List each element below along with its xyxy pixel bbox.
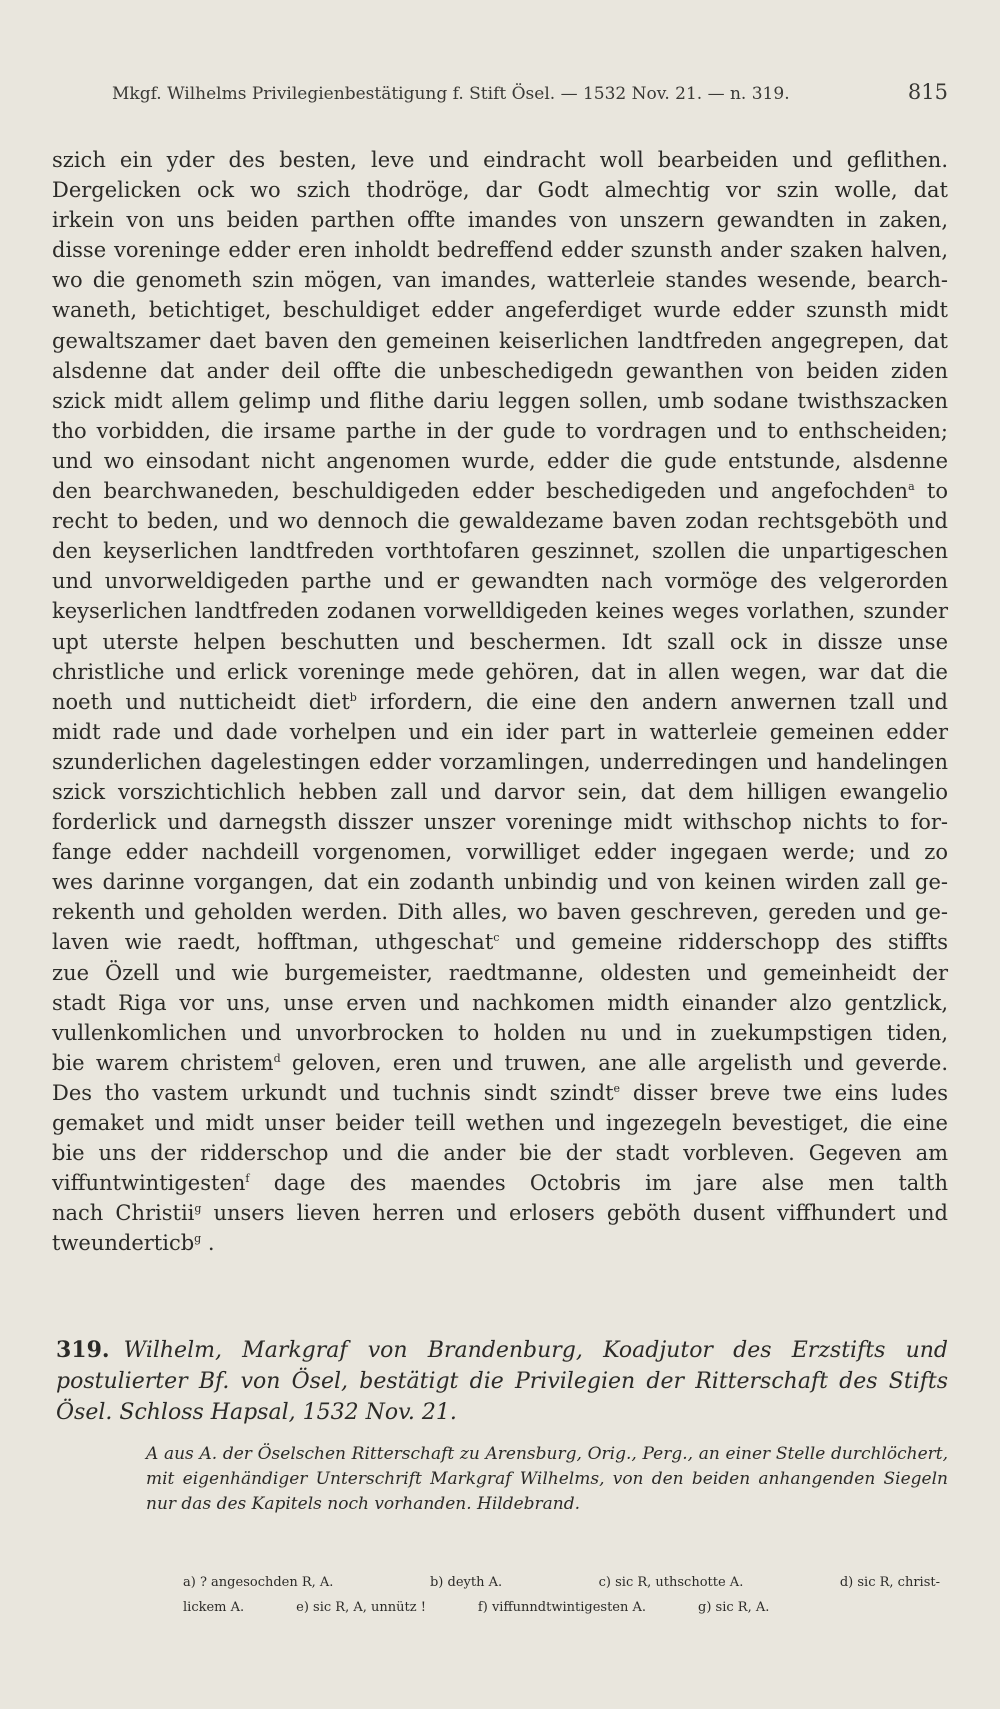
body-line: disse voreninge edder eren inholdt bedreffend edder szunsth ander szaken halven, xyxy=(52,238,948,263)
page-number: 815 xyxy=(907,80,948,104)
body-line: bie warem christem$^d$ geloven, eren und truwen, ane alle argelisth und geverde. xyxy=(52,1050,948,1075)
footnote-marker: b xyxy=(349,690,357,704)
body-line: midt rade und dade vorhelpen und ein ider part in watterleie gemeinen edder xyxy=(52,719,948,744)
body-line: tweunderticb$^g$ . xyxy=(52,1231,215,1256)
body-line: christliche und erlick voreninge mede gehören, dat in allen wegen, war dat die xyxy=(52,659,948,684)
footnote-b: b) deyth A. xyxy=(429,1575,503,1590)
document-entry xyxy=(56,1335,948,1517)
footnote-marker: f xyxy=(245,1172,250,1186)
body-line: alsdenne dat ander deil offte die unbeschedigedn gewanthen von beiden ziden xyxy=(52,358,948,383)
entry-heading-text: Wilhelm, Markgraf von Brandenburg, Koadjutor des Erzstifts und postulierter Bf. von Ösel, bestätigt die Privilegien der Ritterschaft des Stifts Ösel. Schloss Hapsal, 1532 Nov. 21. xyxy=(56,1338,948,1425)
body-line: nach Christii$^g$ unsers lieven herren und erlosers geböth dusent viffhundert und xyxy=(52,1201,948,1226)
body-line: noeth und nutticheidt diet$^b$ irfordern, die eine den andern anwernen tzall und xyxy=(52,689,948,714)
body-line: gewaltszamer daet baven den gemeinen keiserlichen landtfreden angegrepen, dat xyxy=(52,328,948,353)
body-line: szich ein yder des besten, leve und eindracht woll bearbeiden und geflithen. xyxy=(52,148,948,172)
body-line: vullenkomlichen und unvorbrocken to holden nu und in zuekumpstigen tiden, xyxy=(52,1020,948,1045)
footnote-a: a) ? angesochden R, A. xyxy=(183,1575,334,1590)
footnote-marker: c xyxy=(493,931,500,945)
footnotes xyxy=(183,1570,940,1620)
entry-source: A aus A. der Öselschen Ritterschaft zu Arensburg, Orig., Perg., an einer Stelle durchlöchert, mit eigenhändiger Unterschrift Markgraf Wilhelms, von den beiden anhangenden Siegeln nur das des Kapitels noch vorhanden. Hildebrand. xyxy=(146,1444,948,1514)
running-head-title: Mkgf. Wilhelms Privilegienbestätigung f. Stift Ösel. — 1532 Nov. 21. — n. 319. xyxy=(112,84,790,104)
body-line: upt uterste helpen beschutten und beschermen. Idt szall ock in dissze unse xyxy=(52,629,948,654)
body-line: den bearchwaneden, beschuldigeden edder beschedigeden und angefochden$^a$ to xyxy=(52,479,948,504)
body-line: Dergelicken ock wo szich thodröge, dar Godt almechtig vor szin wolle, dat xyxy=(52,178,948,203)
body-line: szick vorszichtichlich hebben zall und darvor sein, dat dem hilligen ewangelio xyxy=(52,779,948,804)
footnote-marker: g xyxy=(194,1202,202,1216)
entry-number: 319. xyxy=(56,1337,110,1363)
body-line: fange edder nachdeill vorgenomen, vorwilliget edder ingegaen werde; und zo xyxy=(52,840,948,865)
running-head xyxy=(112,80,948,104)
footnote-f: f) viffunndtwintigesten A. xyxy=(477,1600,647,1615)
body-line: gemaket und midt unser beider teill wethen und ingezegeln bevestiget, die eine xyxy=(52,1111,948,1135)
body-line: laven wie raedt, hofftman, uthgeschat$^c$ und gemeine ridderschopp des stiffts xyxy=(52,930,948,955)
body-line: den keyserlichen landtfreden vorthtofaren geszinnet, szollen die unpartigeschen xyxy=(52,539,948,564)
body-line: zue Özell und wie burgemeister, raedtmanne, oldesten und gemeinheidt der xyxy=(52,960,948,985)
body-text xyxy=(52,145,948,1258)
body-line: wo die genometh szin mögen, van imandes, watterleie standes wesende, bearch- xyxy=(52,268,948,293)
footnote-c: c) sic R, uthschotte A. xyxy=(598,1575,744,1590)
body-line: stadt Riga vor uns, unse erven und nachkomen midth einander alzo gentzlick, xyxy=(52,990,948,1015)
footnote-marker: d xyxy=(273,1051,281,1065)
footnote-marker: g xyxy=(194,1232,202,1246)
footnote-g: g) sic R, A. xyxy=(698,1600,770,1615)
body-line: szick midt allem gelimp und flithe dariu leggen sollen, umb sodane twisthszacken xyxy=(52,388,948,413)
body-line: rekenth und geholden werden. Dith alles, wo baven geschreven, gereden und ge- xyxy=(52,900,948,925)
body-line: keyserlichen landtfreden zodanen vorwelldigeden keines weges vorlathen, szunder xyxy=(52,599,948,624)
body-line: wes darinne vorgangen, dat ein zodanth unbindig und von keinen wirden zall ge- xyxy=(52,870,948,895)
body-line: szunderlichen dagelestingen edder vorzamlingen, underredingen und handelingen xyxy=(52,749,948,774)
footnote-marker: e xyxy=(613,1081,621,1095)
body-line: forderlick und darnegsth disszer unszer voreninge midt withschop nichts to for- xyxy=(52,810,948,835)
footnote-d-cont: lickem A. xyxy=(183,1600,245,1615)
body-line: bie uns der ridderschop und die ander bie der stadt vorbleven. Gegeven am xyxy=(52,1141,948,1166)
footnote-e: e) sic R, A, unnütz ! xyxy=(296,1600,426,1615)
body-line: irkein von uns beiden parthen offte imandes von unszern gewandten in zaken, xyxy=(52,208,948,233)
body-line: tho vorbidden, die irsame parthe in der gude to vordragen und to enthscheiden; xyxy=(52,418,948,443)
body-line: und unvorweldigeden parthe und er gewandten nach vormöge des velgerorden xyxy=(52,569,948,594)
body-line: waneth, betichtiget, beschuldiget edder angeferdiget wurde edder szunsth midt xyxy=(52,298,948,323)
footnote-marker: a xyxy=(908,480,915,494)
body-line: Des tho vastem urkundt und tuchnis sindt szindt$^e$ disser breve twe eins ludes xyxy=(52,1080,948,1105)
footnote-d: d) sic R, christ- xyxy=(839,1575,940,1590)
body-line: recht to beden, und wo dennoch die gewaldezame baven zodan rechtsgeböth und xyxy=(52,509,948,534)
body-line: viffuntwintigesten$^f$ dage des maendes Octobris im jare alse men talth xyxy=(52,1171,948,1196)
body-line: und wo einsodant nicht angenomen wurde, edder die gude entstunde, alsdenne xyxy=(52,448,948,473)
entry-heading xyxy=(56,1335,948,1428)
